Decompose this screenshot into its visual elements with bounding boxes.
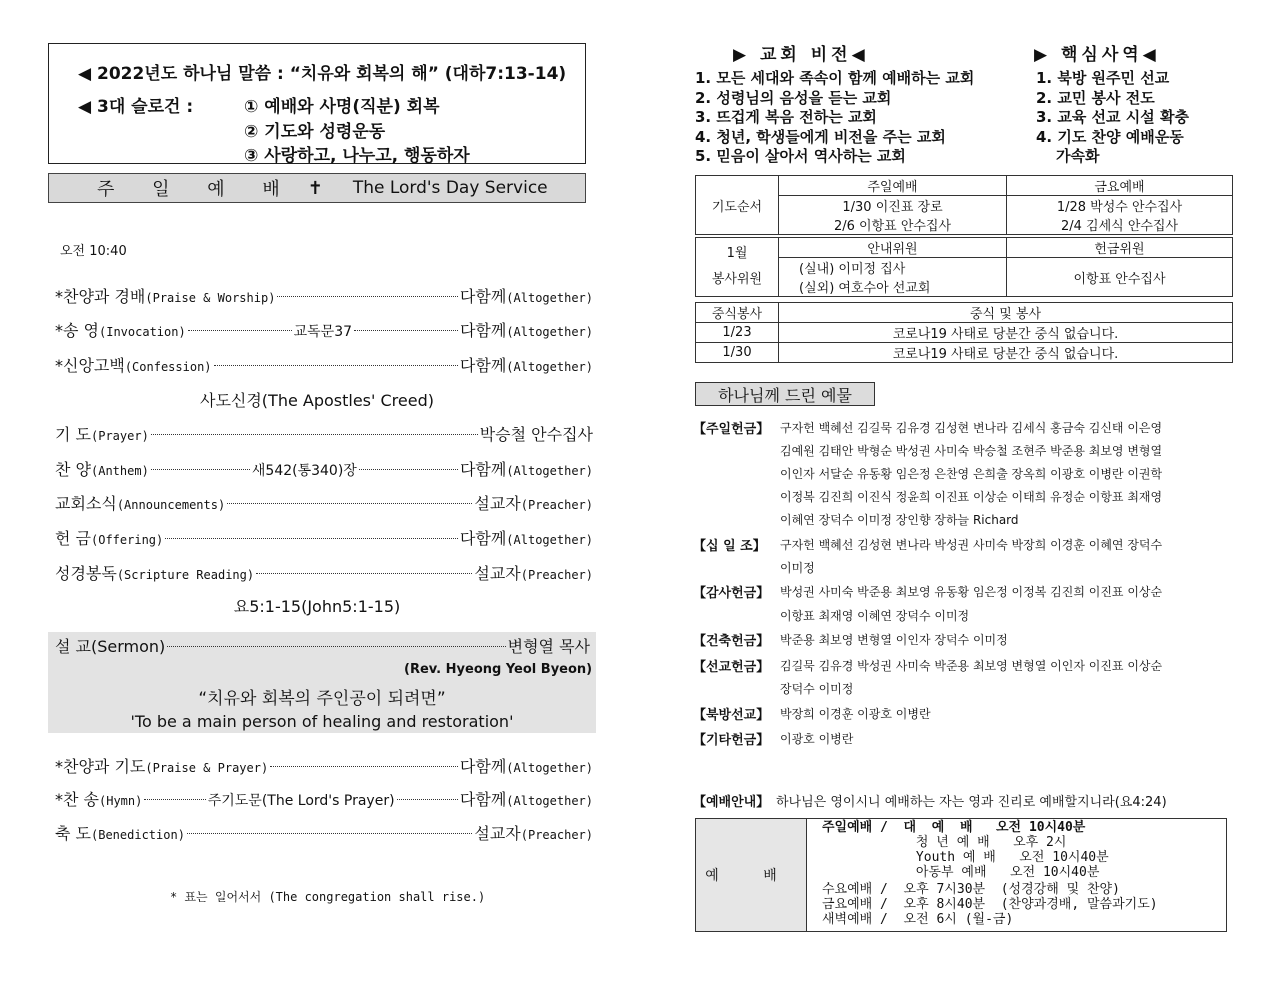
schedule-line: 아동부 예배 오전 10시40분: [822, 865, 1100, 880]
offering-names: 박장희 이경훈 이광호 이병란: [780, 707, 931, 721]
leader-dots: [227, 502, 472, 504]
order-sub: (Praise & Worship): [145, 291, 276, 305]
order-row: [55, 821, 593, 844]
lunch-date: 1/23: [696, 323, 779, 343]
order-sub: (Scripture Reading): [116, 568, 255, 582]
schedule-line: 수요예배 / 오후 7시30분 (성경강해 및 찬양): [822, 882, 1120, 897]
cross-icon: ✝: [307, 177, 323, 199]
prayer-cell: 2/4 김세식 안수집사: [1007, 215, 1233, 235]
leader-dots: [144, 798, 205, 800]
offering-category: 【기타헌금】: [693, 733, 770, 748]
vision-item: 2. 성령님의 음성을 듣는 교회: [695, 89, 892, 107]
offering-category: 【감사헌금】: [693, 586, 770, 601]
order-who: 다함께: [459, 529, 507, 548]
order-who: 설교자: [474, 824, 521, 843]
prayer-cell: 2/6 이항표 안수집사: [779, 215, 1007, 235]
order-sub: (Confession): [124, 360, 212, 374]
vision-item: 1. 모든 세대와 족속이 함께 예배하는 교회: [695, 69, 975, 87]
order-sub: (Announcements): [116, 498, 226, 512]
order-sub: (Anthem): [91, 464, 149, 478]
order-who: 다함께: [459, 321, 507, 340]
apostles-creed: 사도신경(The Apostles' Creed): [199, 391, 434, 410]
leader-dots: [359, 468, 458, 470]
order-label: 축 도: [55, 824, 91, 843]
worship-schedule-label: 예 배: [696, 819, 807, 931]
schedule-line: 새벽예배 / 오전 6시 (월-금): [822, 912, 1014, 927]
core-item: 가속화: [1056, 147, 1100, 165]
order-row: [55, 318, 593, 341]
leader-dots: [397, 798, 458, 800]
leader-dots: [151, 468, 250, 470]
order-whosub: (Altogether): [506, 794, 593, 808]
order-whosub: (Altogether): [506, 761, 593, 775]
schedule-line: 청 년 예 배 오후 2시: [822, 835, 1067, 850]
core-item: 2. 교민 봉사 전도: [1036, 89, 1155, 107]
offering-names: 김길묵 김유경 박성권 사미숙 박준용 최보영 변형열 이인자 이진표 이상순: [780, 659, 1163, 673]
order-label: *찬 송: [55, 790, 99, 809]
slogan-label: ◀ 3대 슬로건 :: [78, 97, 194, 117]
slogan-3: ③ 사랑하고, 나누고, 행동하자: [244, 146, 470, 166]
vision-item: 3. 뜨겁게 복음 전하는 교회: [695, 108, 877, 126]
order-label: 헌 금: [55, 529, 91, 548]
order-label: 찬 양: [55, 460, 91, 479]
prayer-cell: 1/30 이진표 장로: [779, 196, 1007, 216]
church-vision-title: ▶ 교회 비전◀: [733, 45, 869, 65]
offering-section-title: 하나님께 드린 예물: [695, 382, 875, 406]
offering-names: 장덕수 이미정: [780, 682, 854, 696]
order-row: [55, 353, 593, 376]
order-who: 박승철 안수집사: [479, 425, 593, 444]
order-who: 다함께: [459, 287, 507, 306]
order-label: *송 영: [55, 321, 99, 340]
order-sub: (Offering): [91, 533, 164, 547]
order-who: 다함께: [459, 356, 507, 375]
order-whosub: (Altogether): [506, 325, 594, 339]
lunch-service-table: [695, 302, 1233, 363]
service-time: 오전 10:40: [60, 244, 127, 259]
worship-guide-verse: 하나님은 영이시니 예배하는 자는 영과 진리로 예배할지니라(요4:24): [776, 795, 1167, 810]
leader-dots: [354, 329, 458, 331]
schedule-line: Youth 예 배 오전 10시40분: [822, 850, 1109, 865]
service-title-eng: The Lord's Day Service: [352, 178, 548, 198]
order-row: [55, 787, 593, 810]
schedule-line: 금요예배 / 오후 8시40분 (찬양과경배, 말씀과기도): [822, 897, 1158, 912]
leader-dots: [256, 572, 472, 574]
order-whosub: (Altogether): [506, 533, 593, 547]
prayer-header-friday: 금요예배: [1007, 176, 1233, 196]
offering-category: 【북방선교】: [693, 708, 770, 723]
offering-names: 구자헌 백혜선 김성현 변나라 박성권 사미숙 박장희 이경훈 이혜연 장덕수: [780, 538, 1163, 552]
leader-dots: [188, 329, 292, 331]
offering-names: 이정복 김진희 이진식 정윤희 이진표 이상순 이태희 유정순 이항표 최재영: [780, 490, 1163, 504]
prayer-header-sunday: 주일예배: [779, 176, 1007, 196]
slogan-1: ① 예배와 사명(직분) 회복: [244, 97, 440, 117]
order-row: [55, 561, 593, 584]
service-title-kor: 주 일 예 배: [97, 179, 296, 200]
order-whosub: (Preacher): [520, 568, 593, 582]
prayer-cell: 1/28 박성수 안수집사: [1007, 196, 1233, 216]
core-item: 3. 교육 선교 시설 확충: [1036, 108, 1189, 126]
leader-dots: [167, 645, 505, 647]
offering-names: 이인자 서달순 유동황 임은정 은찬영 은희출 장옥희 이광호 이병란 이권학: [780, 467, 1163, 481]
lunch-date: 1/30: [696, 343, 779, 363]
order-whosub: (Altogether): [506, 291, 593, 305]
sermon-row: [55, 634, 590, 657]
worship-guide-label: 【예배안내】: [693, 795, 770, 810]
order-row: [55, 457, 593, 480]
order-row: [55, 491, 593, 514]
order-whosub: (Altogether): [506, 360, 593, 374]
order-mid: 주기도문(The Lord's Prayer): [207, 793, 395, 809]
order-sub: (Invocation): [99, 325, 186, 339]
lunch-header-label: 중식봉사: [696, 303, 779, 323]
lunch-text: 코로나19 사태로 당분간 중식 없습니다.: [779, 343, 1233, 363]
offering-category: 【주일헌금】: [693, 422, 770, 437]
order-sub: (Praise & Prayer): [145, 761, 269, 775]
offering-names: 김예원 김태안 박형순 박성권 사미숙 박승철 조현주 박준용 최보영 변형열: [780, 444, 1163, 458]
usher-cell: [779, 258, 1007, 297]
vision-item: 5. 믿음이 살아서 역사하는 교회: [695, 147, 906, 165]
core-ministry-title: ▶ 핵심사역◀: [1034, 45, 1160, 65]
order-label: *찬양과 경배: [55, 287, 146, 306]
core-item: 1. 북방 원주민 선교: [1036, 69, 1170, 87]
offering-committee-cell: 이항표 안수집사: [1007, 258, 1233, 297]
order-who: 설교자: [474, 494, 521, 513]
service-committee-table: [695, 237, 1233, 297]
offering-names: 이미정: [780, 561, 815, 575]
order-mid: 새542(통340)장: [251, 463, 357, 479]
prayer-row-label: 기도순서: [696, 176, 779, 235]
slogan-2: ② 기도와 성령운동: [244, 122, 386, 142]
order-label: *찬양과 기도: [55, 757, 146, 776]
leader-dots: [151, 433, 478, 435]
standing-note: * 표는 일어서서 (The congregation shall rise.): [170, 890, 486, 904]
order-sub: (Benediction): [91, 828, 185, 842]
vision-item: 4. 청년, 학생들에게 비전을 주는 교회: [695, 128, 946, 146]
sermon-title-korean: “치유와 회복의 주인공이 되려면”: [198, 689, 446, 709]
order-who: 다함께: [459, 460, 507, 479]
sermon-label: 설 교(Sermon): [55, 637, 166, 656]
order-row: [55, 526, 593, 549]
scripture-reference: 요5:1-15(John5:1-15): [233, 597, 401, 616]
order-row: [55, 422, 593, 445]
order-sub: (Hymn): [99, 794, 143, 808]
offering-names: 이혜연 장덕수 이미정 장인향 장하늘 Richard: [780, 513, 1019, 527]
leader-dots: [270, 765, 458, 767]
offering-names: 박준용 최보영 변형열 이인자 장덕수 이미정: [780, 633, 1008, 647]
order-label: 교회소식: [55, 494, 117, 513]
sermon-preacher: 변형열 목사: [507, 637, 590, 656]
order-label: 기 도: [55, 425, 91, 444]
offering-names: 구자헌 백혜선 김길묵 김유경 김성현 변나라 김세식 홍금숙 김신태 이은영: [780, 421, 1163, 435]
order-sub: (Prayer): [91, 429, 149, 443]
offering-names: 박성권 사미숙 박준용 최보영 유동황 임은정 이정복 김진희 이진표 이상순: [780, 585, 1163, 599]
leader-dots: [214, 364, 458, 366]
prayer-schedule-table: [695, 175, 1233, 235]
leader-dots: [277, 295, 458, 297]
schedule-line: 주일예배 / 대 예 배 오전 10시40분: [822, 820, 1086, 835]
usher-outdoor: (실외) 여호수아 선교회: [799, 281, 931, 296]
order-who: 다함께: [459, 757, 507, 776]
order-whosub: (Altogether): [506, 464, 594, 478]
order-whosub: (Preacher): [520, 498, 593, 512]
order-who: 설교자: [474, 564, 521, 583]
lunch-header-text: 중식 및 봉사: [779, 303, 1233, 323]
yearly-verse: ◀ 2022년도 하나님 말씀 : “치유와 회복의 해” (대하7:13-14): [78, 64, 567, 84]
order-row: [55, 754, 593, 777]
committee-title: 봉사위원: [711, 272, 763, 287]
committee-row-label: [696, 238, 779, 297]
offering-names: 이광호 이병란: [780, 732, 854, 746]
order-label: 성경봉독: [55, 564, 117, 583]
offering-names: 이항표 최재영 이혜연 장덕수 이미정: [780, 609, 970, 623]
usher-indoor: (실내) 이미정 집사: [799, 262, 906, 277]
order-label: *신앙고백: [55, 356, 125, 375]
lunch-text: 코로나19 사태로 당분간 중식 없습니다.: [779, 323, 1233, 343]
committee-header-offering: 헌금위원: [1007, 238, 1233, 258]
preacher-english: (Rev. Hyeong Yeol Byeon): [404, 662, 593, 677]
order-who: 다함께: [459, 790, 507, 809]
offering-category: 【선교헌금】: [693, 660, 770, 675]
service-title-bar: [48, 173, 586, 203]
committee-header-usher: 안내위원: [779, 238, 1007, 258]
sermon-title-english: 'To be a main person of healing and restoration': [130, 712, 514, 731]
leader-dots: [187, 832, 472, 834]
offering-category: 【십 일 조】: [693, 539, 766, 554]
leader-dots: [165, 537, 458, 539]
committee-month: 1월: [726, 246, 748, 261]
core-item: 4. 기도 찬양 예배운동: [1036, 128, 1184, 146]
offering-category: 【건축헌금】: [693, 634, 770, 649]
order-mid: 교독문37: [293, 324, 353, 340]
order-row: [55, 284, 593, 307]
order-whosub: (Preacher): [520, 828, 593, 842]
